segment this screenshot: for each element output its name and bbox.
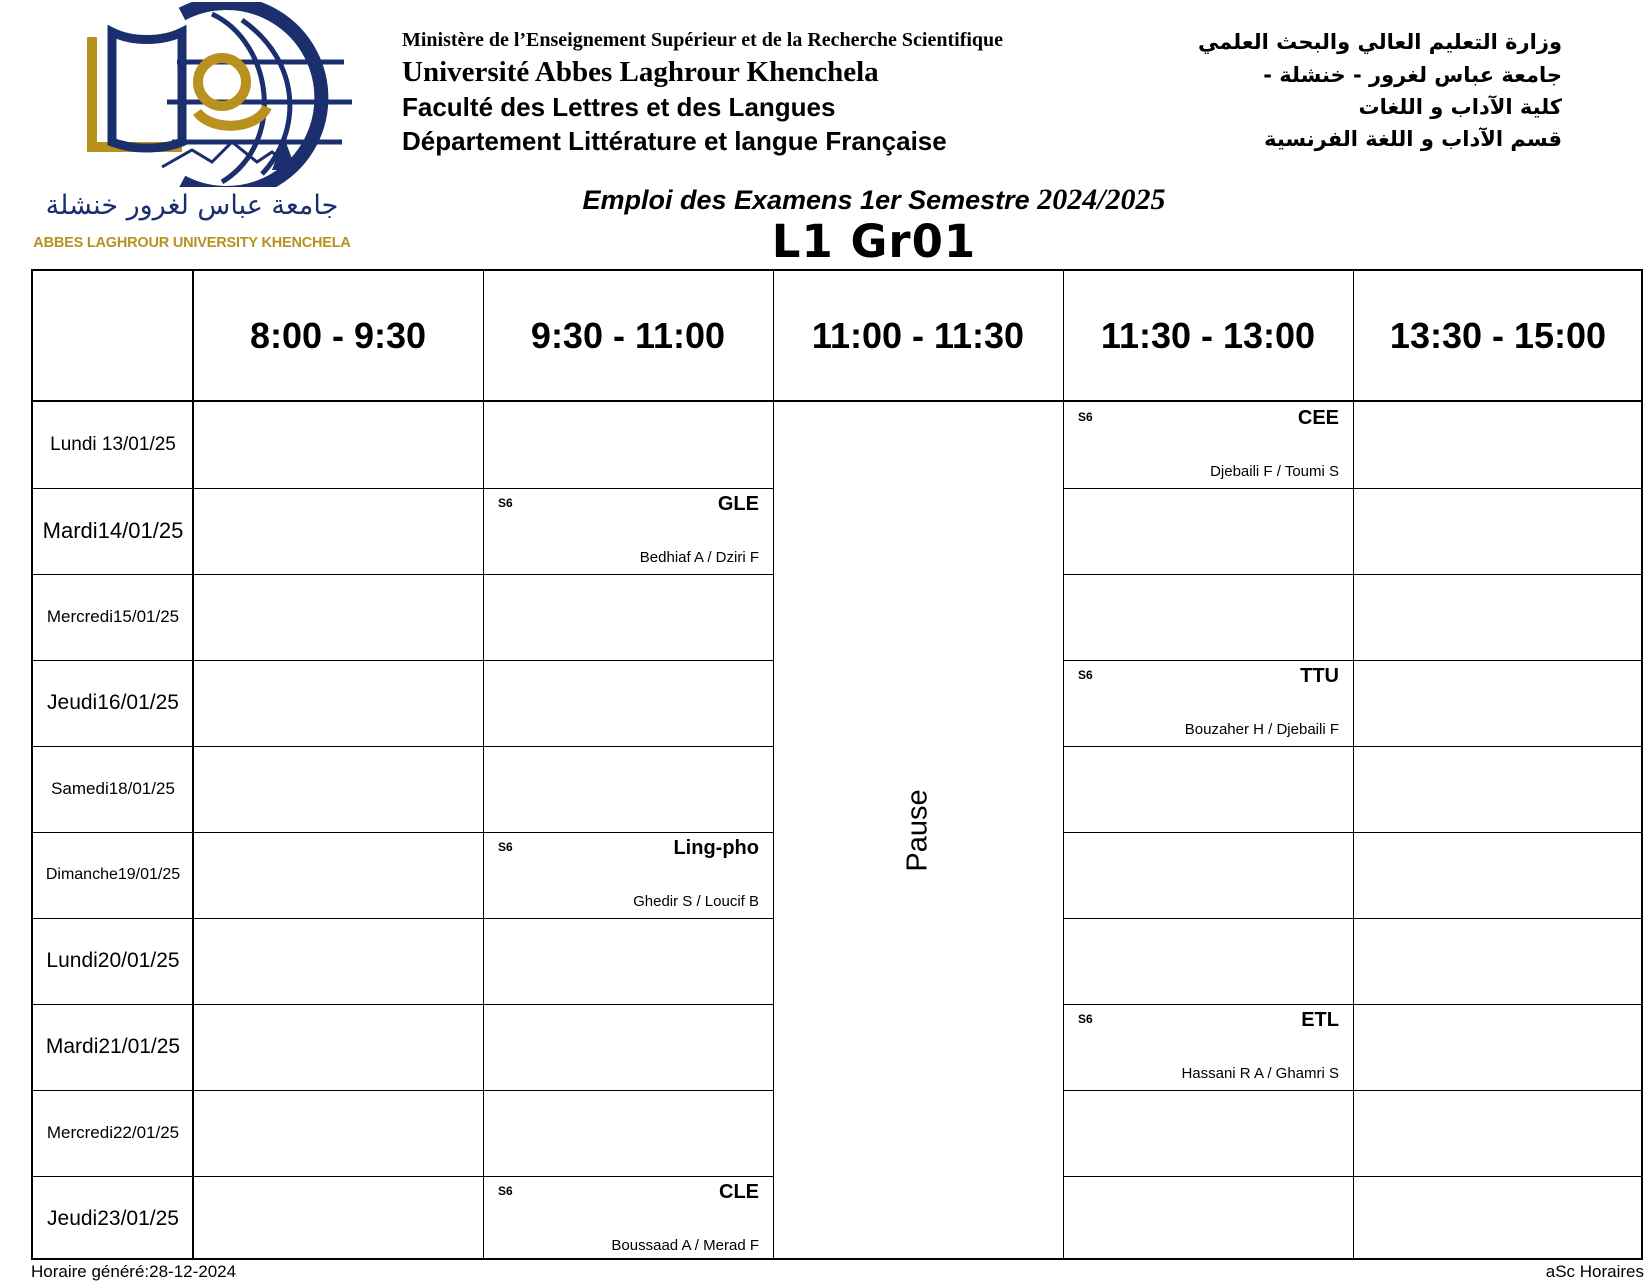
title-text: Emploi des Examens 1er Semestre <box>582 185 1030 215</box>
exam-cell <box>483 488 773 574</box>
exam-course: CLE <box>719 1181 759 1203</box>
page-title <box>0 183 1650 217</box>
day-label: Dimanche19/01/25 <box>45 866 181 883</box>
software-credit: aSc Horaires <box>1545 1262 1644 1281</box>
ministry-name-ar: وزارة التعليم العالي والبحث العلمي <box>1197 30 1562 54</box>
grid-column-divider <box>1353 271 1354 1258</box>
exam-teachers: Djebaili F / Toumi S <box>1210 463 1339 480</box>
day-label: Mercredi22/01/25 <box>46 1123 180 1142</box>
exam-room: S6 <box>498 1184 513 1198</box>
grid-row-divider <box>1063 574 1641 575</box>
day-label: Lundi 13/01/25 <box>50 434 176 455</box>
exam-room: S6 <box>1078 410 1093 424</box>
day-label: Jeudi23/01/25 <box>47 1207 179 1230</box>
grid-row-divider <box>1063 918 1641 919</box>
day-label: Lundi20/01/25 <box>46 949 180 972</box>
exam-teachers: Boussaad A / Merad F <box>611 1237 759 1254</box>
exam-course: CEE <box>1297 407 1339 429</box>
time-slot-header: 11:30 - 13:00 <box>1100 315 1316 356</box>
time-slot-header: 11:00 - 11:30 <box>811 315 1025 356</box>
exam-room: S6 <box>498 840 513 854</box>
grid-row-divider <box>1063 832 1641 833</box>
group-title: L1 Gr01 <box>771 215 977 268</box>
faculty-name-fr: Faculté des Lettres et des Langues <box>402 92 836 122</box>
university-name-fr: Université Abbes Laghrour Khenchela <box>402 56 879 88</box>
exam-timetable <box>31 269 1643 1260</box>
exam-room: S6 <box>1078 668 1093 682</box>
time-slot-header: 13:30 - 15:00 <box>1389 315 1607 356</box>
exam-teachers: Ghedir S / Loucif B <box>633 893 759 910</box>
exam-room: S6 <box>498 496 513 510</box>
university-emblem-icon <box>62 2 352 187</box>
time-slot-header: 9:30 - 11:00 <box>530 315 726 356</box>
pause-column <box>773 402 1063 1258</box>
logo-arabic-name: جامعة عباس لغرور خنشلة <box>45 190 339 221</box>
exam-course: ETL <box>1301 1009 1339 1031</box>
exam-teachers: Hassani R A / Ghamri S <box>1181 1065 1339 1082</box>
day-label: Mardi14/01/25 <box>42 518 184 543</box>
day-label: Mardi21/01/25 <box>45 1035 181 1058</box>
university-name-ar: جامعة عباس لغرور - خنشلة - <box>1263 63 1562 87</box>
generated-date: Horaire généré:28-12-2024 <box>31 1262 237 1281</box>
exam-cell <box>483 832 773 918</box>
pause-label: Pause <box>901 788 934 872</box>
department-name-ar: قسم الآداب و اللغة الفرنسية <box>1264 127 1562 151</box>
exam-course: Ling-pho <box>673 837 759 859</box>
day-label: Jeudi16/01/25 <box>47 691 179 714</box>
exam-teachers: Bedhiaf A / Dziri F <box>639 549 759 566</box>
grid-row-divider <box>1063 488 1641 489</box>
faculty-name-ar: كلية الآداب و اللغات <box>1358 95 1562 119</box>
grid-row-divider <box>1063 1176 1641 1177</box>
grid-row-divider <box>1063 1090 1641 1091</box>
exam-cell <box>1063 402 1353 488</box>
exam-cell <box>483 1176 773 1262</box>
exam-room: S6 <box>1078 1012 1093 1026</box>
day-label: Samedi18/01/25 <box>51 779 175 798</box>
day-label: Mercredi15/01/25 <box>46 607 180 626</box>
department-name-fr: Département Littérature et langue Française <box>402 126 947 156</box>
exam-course: GLE <box>717 493 759 515</box>
title-year: 2024/2025 <box>1037 183 1166 216</box>
grid-column-divider <box>483 271 484 1258</box>
exam-teachers: Bouzaher H / Djebaili F <box>1184 721 1339 738</box>
logo-english-name: ABBES LAGHROUR UNIVERSITY KHENCHELA <box>33 235 351 251</box>
ministry-name-fr: Ministère de l’Enseignement Supérieur et de la Recherche Scientifique <box>402 29 1004 51</box>
exam-cell <box>1063 1004 1353 1090</box>
grid-row-divider <box>1063 746 1641 747</box>
exam-course: TTU <box>1300 665 1339 687</box>
time-slot-header: 8:00 - 9:30 <box>249 315 427 356</box>
exam-cell <box>1063 660 1353 746</box>
